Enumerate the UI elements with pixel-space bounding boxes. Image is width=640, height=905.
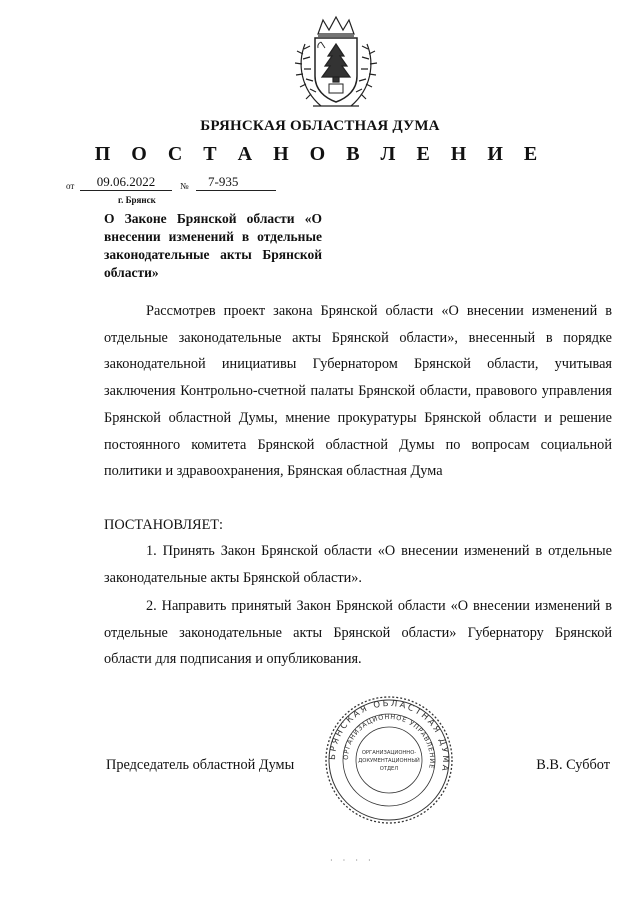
- scan-artifact-dots: · · · ·: [330, 856, 375, 865]
- resolves-heading: ПОСТАНОВЛЯЕТ:: [104, 517, 224, 533]
- signatory-position: Председатель областной Думы: [106, 757, 295, 773]
- official-seal: [323, 694, 455, 826]
- document-number: 7-935: [208, 174, 239, 189]
- city-name: г. Брянск: [118, 195, 156, 205]
- signatory-name: В.В. Суббот: [536, 757, 610, 773]
- date-prefix: от: [66, 181, 75, 191]
- organization-name: БРЯНСКАЯ ОБЛАСТНАЯ ДУМА: [200, 118, 440, 134]
- document-type: П О С Т А Н О В Л Е Н И Е: [94, 143, 546, 165]
- document-date: 09.06.2022: [96, 174, 156, 189]
- number-prefix: №: [180, 181, 189, 191]
- document-title: О Законе Брянской области «О внесении изменений в отдельные законодательные акты Брянской области»: [104, 211, 322, 280]
- seal-center-line-3: ОТДЕЛ: [379, 766, 399, 772]
- resolution-item-1: 1. Принять Закон Брянской области «О внесении изменений в отдельные законодательные акты Брянской области».: [104, 543, 612, 586]
- number-underline: [196, 190, 276, 191]
- seal-outer-text: БРЯНСКАЯ ОБЛАСТНАЯ ДУМА: [327, 698, 451, 774]
- intro-paragraph: Рассмотрев проект закона Брянской области «О внесении изменений в отдельные законодательные акты Брянской области», внесенный в порядке законодательной инициативы Губернатором Брянской области, учитывая заключения Контрольно-счетной палаты Брянской области, правового управления Брянской областной Думы, мнение прокуратуры Брянской области и решение постоянного комитета Брянской областной Думы по вопросам социальной политики и здравоохранения, Брянская областная Дума: [104, 303, 612, 480]
- coat-of-arms-emblem: [291, 14, 381, 114]
- resolution-item-2: 2. Направить принятый Закон Брянской области «О внесении изменений в отдельные законодательные акты Брянской области» Губернатору Брянской области для подписания и опубликования.: [104, 598, 612, 668]
- seal-center-line-2: ДОКУМЕНТАЦИОННЫЙ: [358, 758, 420, 764]
- date-underline: [80, 190, 172, 191]
- seal-center-line-1: ОРГАНИЗАЦИОННО-: [361, 750, 417, 756]
- seal-inner-text: ОРГАНИЗАЦИОННОЕ УПРАВЛЕНИЕ: [341, 712, 437, 770]
